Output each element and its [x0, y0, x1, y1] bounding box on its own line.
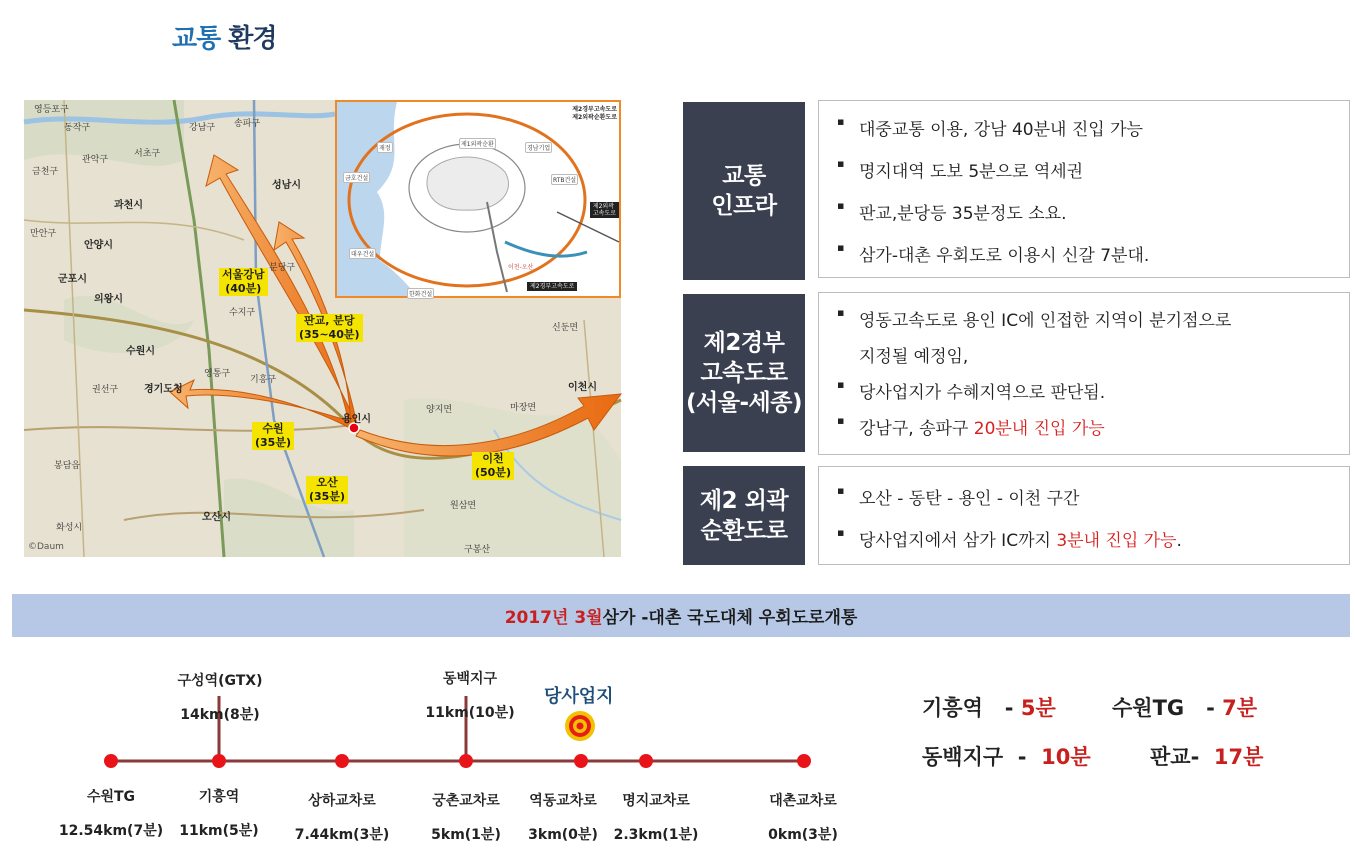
map-copyright: ©Daum — [28, 542, 64, 552]
inset-label: 금호건설 — [343, 172, 370, 183]
title-part1: 교통 — [172, 24, 221, 54]
banner-text: 삼가 -대촌 국도대체 우회도로개통 — [602, 608, 858, 628]
info-item-suffix: . — [1176, 531, 1182, 551]
travel-time-suwon-tg — [1112, 692, 1257, 722]
inset-label: 제1외곽순환 — [459, 138, 496, 149]
timeline-stop — [46, 772, 176, 857]
timeline-stop — [514, 776, 612, 861]
stop-detail: 5km(1분) — [431, 827, 501, 843]
map-place-label: 분당구 — [269, 263, 296, 273]
map-place-label: 관악구 — [82, 155, 109, 165]
branch-name: 동백지구 — [442, 671, 498, 687]
banner-date: 2017년 3월 — [504, 608, 603, 628]
branch-name: 구성역(GTX) — [177, 673, 263, 689]
inset-map — [335, 100, 621, 298]
travel-time-value: 17분 — [1213, 745, 1264, 769]
map-place-label: 영통구 — [204, 369, 231, 379]
map-place-label: 수지구 — [229, 308, 256, 318]
map-place-label: 원삼면 — [450, 501, 477, 511]
stop-name: 대촌교차로 — [769, 793, 837, 809]
timeline-stop — [748, 776, 858, 861]
info-item-highlight: 20분내 진입 가능 — [973, 419, 1105, 439]
map-place-label: 과천시 — [114, 200, 143, 211]
stop-name: 역동교차로 — [529, 793, 597, 809]
stop-detail: 3km(0분) — [528, 827, 598, 843]
map-place-label: 이천시 — [568, 382, 597, 393]
page-title — [172, 18, 277, 55]
info-box-second-ring — [818, 466, 1350, 565]
info-item: ▪ 당사업지가 수혜지역으로 판단됨. — [837, 378, 1349, 403]
map-place-label: 송파구 — [234, 119, 261, 129]
map-place-label: 신둔면 — [552, 323, 579, 333]
route-label-osan: 오산 (35분) — [306, 476, 348, 504]
timeline-stop-dot — [574, 754, 588, 768]
travel-time-value: 10분 — [1041, 745, 1091, 769]
inset-label: 재정 — [377, 142, 393, 153]
info-item: ▪ 오산 - 동탄 - 용인 - 이천 구간 — [837, 484, 1349, 509]
timeline-stop-dot — [639, 754, 653, 768]
info-item: ▪ 삼가-대촌 우회도로 이용시 신갈 7분대. — [837, 241, 1349, 266]
inset-label: 이천-오산 — [508, 264, 534, 271]
map-place-label: 경기도청 — [144, 384, 183, 395]
stop-detail: 12.54km(7분) — [58, 823, 164, 839]
map-place-label: 용인시 — [342, 414, 371, 425]
inset-label: 한화건설 — [407, 288, 434, 299]
timeline-stop-dot — [797, 754, 811, 768]
map-place-label: 기흥구 — [250, 375, 277, 385]
branch-detail: 11km(10분) — [425, 705, 515, 721]
map-place-label: 의왕시 — [94, 294, 123, 305]
stop-name: 기흥역 — [198, 789, 240, 805]
info-box-second-gyeongbu — [818, 292, 1350, 455]
timeline-branch — [400, 654, 540, 739]
info-item-highlight: 3분내 진입 가능 — [1056, 531, 1177, 551]
travel-time-pangyo — [1150, 741, 1263, 771]
stop-name: 상하교차로 — [308, 793, 376, 809]
map-place-label: 구봉산 — [464, 545, 491, 555]
timeline-stop — [606, 776, 706, 861]
category-second-gyeongbu: 제2경부 고속도로 (서울-세종) — [683, 294, 805, 452]
timeline-stop-dot — [212, 754, 226, 768]
info-item: ▪ 대중교통 이용, 강남 40분내 진입 가능 — [837, 115, 1349, 140]
info-item: ▪ 판교,분당등 35분정도 소요. — [837, 199, 1349, 224]
timeline-stop — [159, 772, 279, 857]
stop-detail: 11km(5분) — [179, 823, 259, 839]
stop-detail: 0km(3분) — [768, 827, 838, 843]
travel-time-value: 7분 — [1222, 696, 1257, 720]
map-place-label: 화성시 — [56, 523, 83, 533]
map-place-label: 봉담읍 — [54, 461, 81, 471]
map-place-label: 권선구 — [92, 385, 119, 395]
map-place-label: 오산시 — [202, 512, 231, 523]
map-place-label: 양지면 — [426, 405, 453, 415]
bypass-opening-banner — [12, 594, 1350, 637]
inset-label: RTB건설 — [551, 174, 578, 185]
map-place-label: 금천구 — [32, 167, 59, 177]
timeline-stop — [412, 776, 520, 861]
branch-detail: 14km(8분) — [180, 707, 260, 723]
inset-base — [337, 102, 619, 296]
timeline-stop-dot — [104, 754, 118, 768]
traffic-map — [24, 100, 621, 557]
inset-tag-second-gyeongbu: 제2경부고속도로 — [527, 282, 577, 291]
inset-label: 대우건설 — [349, 248, 376, 259]
site-label: 당사업지 — [544, 686, 614, 707]
timeline-stop-dot — [335, 754, 349, 768]
stop-name: 명지교차로 — [622, 793, 690, 809]
map-place-label: 강남구 — [189, 123, 216, 133]
stop-name: 궁촌교차로 — [432, 793, 500, 809]
info-item-continued: 지정될 예정임, — [859, 347, 969, 367]
category-transport-infra: 교통 인프라 — [683, 102, 805, 280]
travel-time-place: 동백지구 - — [922, 745, 1042, 769]
map-place-label: 성남시 — [272, 180, 301, 191]
map-place-label: 만안구 — [30, 229, 57, 239]
timeline-stop-dot — [459, 754, 473, 768]
route-label-icheon: 이천 (50분) — [472, 452, 514, 480]
site-target-icon — [565, 711, 595, 741]
travel-time-dongbaek — [922, 741, 1091, 771]
inset-tag-second-ring: 제2외곽 고속도로 — [590, 202, 619, 218]
info-item-text: 당사업지에서 삼가 IC까지 — [859, 531, 1057, 551]
category-second-ring: 제2 외곽 순환도로 — [683, 466, 805, 565]
stop-detail: 2.3km(1분) — [613, 827, 699, 843]
info-item-text: 강남구, 송파구 — [859, 419, 974, 439]
route-label-seoul-gangnam: 서울강남 (40분) — [219, 268, 268, 296]
timeline-branch — [150, 656, 290, 741]
travel-time-place: 수원TG - — [1112, 696, 1223, 720]
map-place-label: 마장면 — [510, 403, 537, 413]
map-place-label: 영등포구 — [34, 105, 69, 115]
route-label-suwon: 수원 (35분) — [252, 422, 294, 450]
map-place-label: 군포시 — [58, 274, 87, 285]
info-box-transport-infra — [818, 100, 1350, 278]
map-place-label: 안양시 — [84, 240, 113, 251]
info-item — [837, 414, 1349, 439]
route-label-pangyo: 판교, 분당 (35~40분) — [296, 314, 363, 342]
travel-time-giheung — [922, 692, 1056, 722]
info-item: ▪ 영동고속도로 용인 IC에 인접한 지역이 분기점으로 — [837, 306, 1349, 331]
inset-title: 제2경부고속도로 제2외곽순환도로 — [572, 106, 617, 121]
timeline-stop — [277, 776, 407, 861]
map-place-label: 동작구 — [64, 123, 91, 133]
travel-time-value: 5분 — [1020, 696, 1056, 720]
inset-label: 경남기업 — [525, 142, 552, 153]
map-place-label: 수원시 — [126, 346, 155, 357]
stop-detail: 7.44km(3분) — [294, 827, 390, 843]
travel-time-place: 기흥역 - — [922, 696, 1021, 720]
info-item: ▪ 명지대역 도보 5분으로 역세권 — [837, 157, 1349, 182]
travel-time-place: 판교- — [1150, 745, 1214, 769]
info-item — [837, 526, 1349, 551]
title-part2: 환경 — [228, 24, 277, 54]
map-place-label: 서초구 — [134, 149, 161, 159]
stop-name: 수원TG — [86, 789, 136, 805]
